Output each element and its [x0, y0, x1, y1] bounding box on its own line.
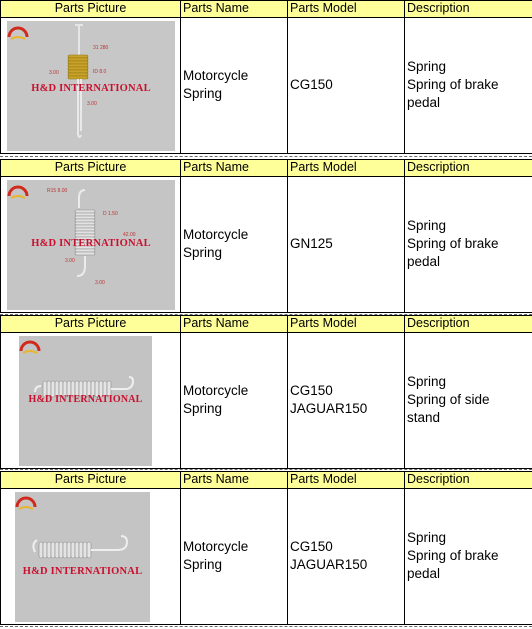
description-line: Spring of brake	[407, 77, 499, 92]
description-line: pedal	[407, 566, 441, 581]
company-logo-icon	[7, 25, 29, 45]
part-name-line: Motorcycle	[183, 68, 249, 83]
description-line: Spring	[407, 59, 447, 74]
part-model-line: JAGUAR150	[290, 557, 368, 572]
part-photo	[7, 180, 175, 310]
part-name-cell	[181, 488, 287, 624]
part-model-line: GN125	[290, 236, 333, 251]
column-border	[287, 471, 288, 624]
dimension-label: 42.00	[123, 232, 136, 238]
row-border	[0, 488, 532, 489]
part-photo	[7, 21, 175, 151]
header-description: Description	[405, 315, 532, 332]
watermark-text: H&D INTERNATIONAL	[31, 83, 151, 94]
dimension-label: 3.00	[95, 280, 105, 286]
column-border	[180, 471, 181, 624]
header-parts-picture: Parts Picture	[1, 0, 180, 17]
header-parts-picture: Parts Picture	[1, 159, 180, 176]
watermark-text: H&D INTERNATIONAL	[28, 394, 143, 405]
row-border	[0, 332, 532, 333]
part-name-line: Spring	[183, 557, 223, 572]
header-parts-name: Parts Name	[181, 0, 287, 17]
description-cell	[405, 332, 532, 468]
dimension-label: ID 8.0	[93, 69, 107, 75]
part-row	[0, 471, 532, 624]
dimension-label: 3.00	[87, 101, 97, 107]
header-parts-model: Parts Model	[288, 159, 404, 176]
watermark-text: H&D INTERNATIONAL	[22, 566, 143, 577]
part-name-cell	[181, 332, 287, 468]
part-name-line: Spring	[183, 245, 223, 260]
row-border	[0, 17, 532, 18]
company-logo-icon	[7, 184, 29, 204]
description-line: Spring	[407, 530, 447, 545]
column-border	[180, 159, 181, 312]
description-cell	[405, 488, 532, 624]
header-parts-picture: Parts Picture	[1, 471, 180, 488]
description-line: stand	[407, 410, 441, 425]
dimension-label: 31 280	[93, 45, 109, 51]
header-parts-model: Parts Model	[288, 0, 404, 17]
dimension-label: D 1.50	[103, 211, 118, 217]
part-model-line: CG150	[290, 383, 333, 398]
column-border	[0, 0, 1, 153]
description-cell	[405, 176, 532, 312]
header-description: Description	[405, 159, 532, 176]
part-name-line: Spring	[183, 86, 223, 101]
watermark-text: H&D INTERNATIONAL	[31, 238, 151, 249]
row-separator	[0, 469, 532, 470]
description-line: Spring of side	[407, 392, 490, 407]
header-parts-name: Parts Name	[181, 471, 287, 488]
description-line: pedal	[407, 95, 441, 110]
part-row	[0, 315, 532, 468]
part-model-cell	[288, 17, 404, 153]
row-separator	[0, 626, 532, 627]
dimension-label: 3.00	[49, 70, 59, 76]
column-border	[180, 315, 181, 468]
part-name-line: Motorcycle	[183, 383, 249, 398]
part-row	[0, 159, 532, 312]
column-border	[287, 315, 288, 468]
header-parts-name: Parts Name	[181, 315, 287, 332]
column-border	[404, 159, 405, 312]
company-logo-icon	[15, 495, 37, 515]
part-model-line: CG150	[290, 77, 333, 92]
part-name-cell	[181, 17, 287, 153]
column-border	[0, 159, 1, 312]
dimension-label: 3.00	[65, 258, 75, 264]
description-cell	[405, 17, 532, 153]
part-model-line: CG150	[290, 539, 333, 554]
description-line: Spring of brake	[407, 236, 499, 251]
description-line: Spring	[407, 218, 447, 233]
column-border	[404, 0, 405, 153]
row-separator	[0, 156, 532, 157]
header-parts-name: Parts Name	[181, 159, 287, 176]
row-border	[0, 0, 532, 1]
part-model-line: JAGUAR150	[290, 401, 368, 416]
part-row	[0, 0, 532, 153]
part-name-cell	[181, 176, 287, 312]
column-border	[404, 471, 405, 624]
part-model-cell	[288, 488, 404, 624]
row-border	[0, 312, 532, 313]
header-parts-model: Parts Model	[288, 315, 404, 332]
header-description: Description	[405, 0, 532, 17]
column-border	[287, 0, 288, 153]
column-border	[0, 471, 1, 624]
header-description: Description	[405, 471, 532, 488]
part-model-cell	[288, 332, 404, 468]
row-border	[0, 159, 532, 160]
row-border	[0, 176, 532, 177]
description-line: Spring	[407, 374, 447, 389]
part-name-line: Motorcycle	[183, 539, 249, 554]
header-parts-picture: Parts Picture	[1, 315, 180, 332]
column-border	[287, 159, 288, 312]
row-border	[0, 153, 532, 154]
header-parts-model: Parts Model	[288, 471, 404, 488]
row-border	[0, 471, 532, 472]
row-border	[0, 315, 532, 316]
part-model-cell	[288, 176, 404, 312]
column-border	[0, 315, 1, 468]
part-name-line: Motorcycle	[183, 227, 249, 242]
company-logo-icon	[19, 339, 41, 359]
dimension-label: R15 8.00	[47, 188, 68, 194]
column-border	[404, 315, 405, 468]
description-line: Spring of brake	[407, 548, 499, 563]
description-line: pedal	[407, 254, 441, 269]
part-name-line: Spring	[183, 401, 223, 416]
row-border	[0, 624, 532, 625]
column-border	[180, 0, 181, 153]
